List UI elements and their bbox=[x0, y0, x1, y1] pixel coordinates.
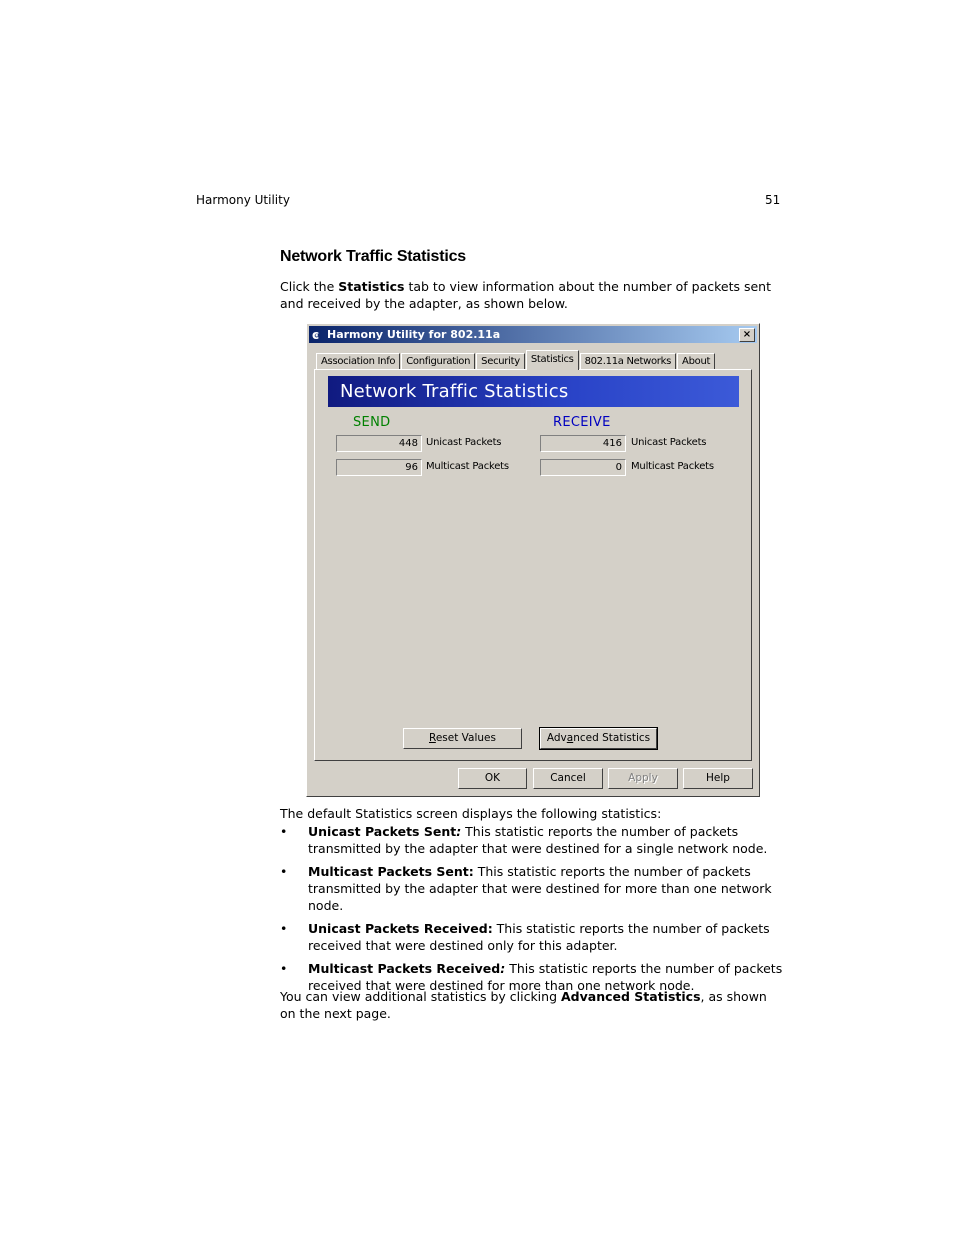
app-icon: ͼ bbox=[312, 328, 319, 342]
list-item: • Multicast Packets Sent: This statistic reports the number of packets transmitted by the adapter that were destined for more than one network node. bbox=[280, 864, 772, 913]
running-header: Harmony Utility bbox=[196, 193, 290, 207]
tab-configuration[interactable]: Configuration bbox=[401, 353, 475, 370]
send-unicast-label: Unicast Packets bbox=[426, 437, 502, 448]
intro-paragraph: Click the Statistics tab to view information about the number of packets sent and received by the adapter, as shown below. bbox=[280, 279, 771, 311]
send-unicast-field: 448 bbox=[336, 435, 422, 452]
list-item: • Multicast Packets Received: This statistic reports the number of packets received that were destined for more than one network node. bbox=[280, 961, 783, 993]
list-intro: The default Statistics screen displays the following statistics: bbox=[280, 806, 662, 821]
page-number: 51 bbox=[765, 193, 781, 207]
tab-strip bbox=[316, 351, 716, 370]
list-item: • Unicast Packets Sent: This statistic reports the number of packets transmitted by the adapter that were destined for a single network node. bbox=[280, 824, 768, 856]
tab-association-info[interactable]: Association Info bbox=[316, 353, 400, 370]
apply-button[interactable]: Apply bbox=[608, 768, 678, 789]
bullet-icon: • bbox=[280, 921, 288, 936]
tab-802-11a-networks[interactable]: 802.11a Networks bbox=[580, 353, 676, 370]
close-button[interactable] bbox=[739, 328, 755, 342]
dialog-titlebar[interactable] bbox=[309, 326, 757, 343]
ok-button[interactable]: OK bbox=[458, 768, 527, 789]
receive-multicast-label: Multicast Packets bbox=[631, 461, 714, 472]
harmony-utility-dialog bbox=[306, 323, 760, 797]
statistics-banner: Network Traffic Statistics bbox=[328, 376, 739, 407]
send-multicast-field: 96 bbox=[336, 459, 422, 476]
statistics-list bbox=[280, 823, 785, 1000]
send-heading: SEND bbox=[353, 415, 391, 430]
cancel-button[interactable]: Cancel bbox=[533, 768, 603, 789]
list-item: • Unicast Packets Received: This statistic reports the number of packets received that were destined only for this adapter. bbox=[280, 921, 770, 953]
receive-heading: RECEIVE bbox=[553, 415, 611, 430]
receive-unicast-label: Unicast Packets bbox=[631, 437, 707, 448]
receive-multicast-field: 0 bbox=[540, 459, 626, 476]
tab-security[interactable]: Security bbox=[476, 353, 525, 370]
help-button[interactable]: Help bbox=[683, 768, 753, 789]
send-multicast-label: Multicast Packets bbox=[426, 461, 509, 472]
reset-values-button[interactable]: Reset Values bbox=[403, 728, 522, 749]
outro-paragraph: You can view additional statistics by clicking Advanced Statistics, as shown on the next page. bbox=[280, 989, 767, 1021]
tab-about[interactable]: About bbox=[677, 353, 715, 370]
bullet-icon: • bbox=[280, 864, 288, 879]
bullet-icon: • bbox=[280, 961, 288, 976]
dialog-title: Harmony Utility for 802.11a bbox=[327, 328, 501, 341]
bullet-icon: • bbox=[280, 824, 288, 839]
receive-unicast-field: 416 bbox=[540, 435, 626, 452]
close-icon: × bbox=[742, 329, 752, 340]
section-title: Network Traffic Statistics bbox=[280, 248, 466, 265]
tab-statistics[interactable]: Statistics bbox=[526, 350, 579, 370]
statistics-panel bbox=[314, 369, 752, 761]
advanced-statistics-button[interactable]: Advanced Statistics bbox=[540, 728, 657, 749]
